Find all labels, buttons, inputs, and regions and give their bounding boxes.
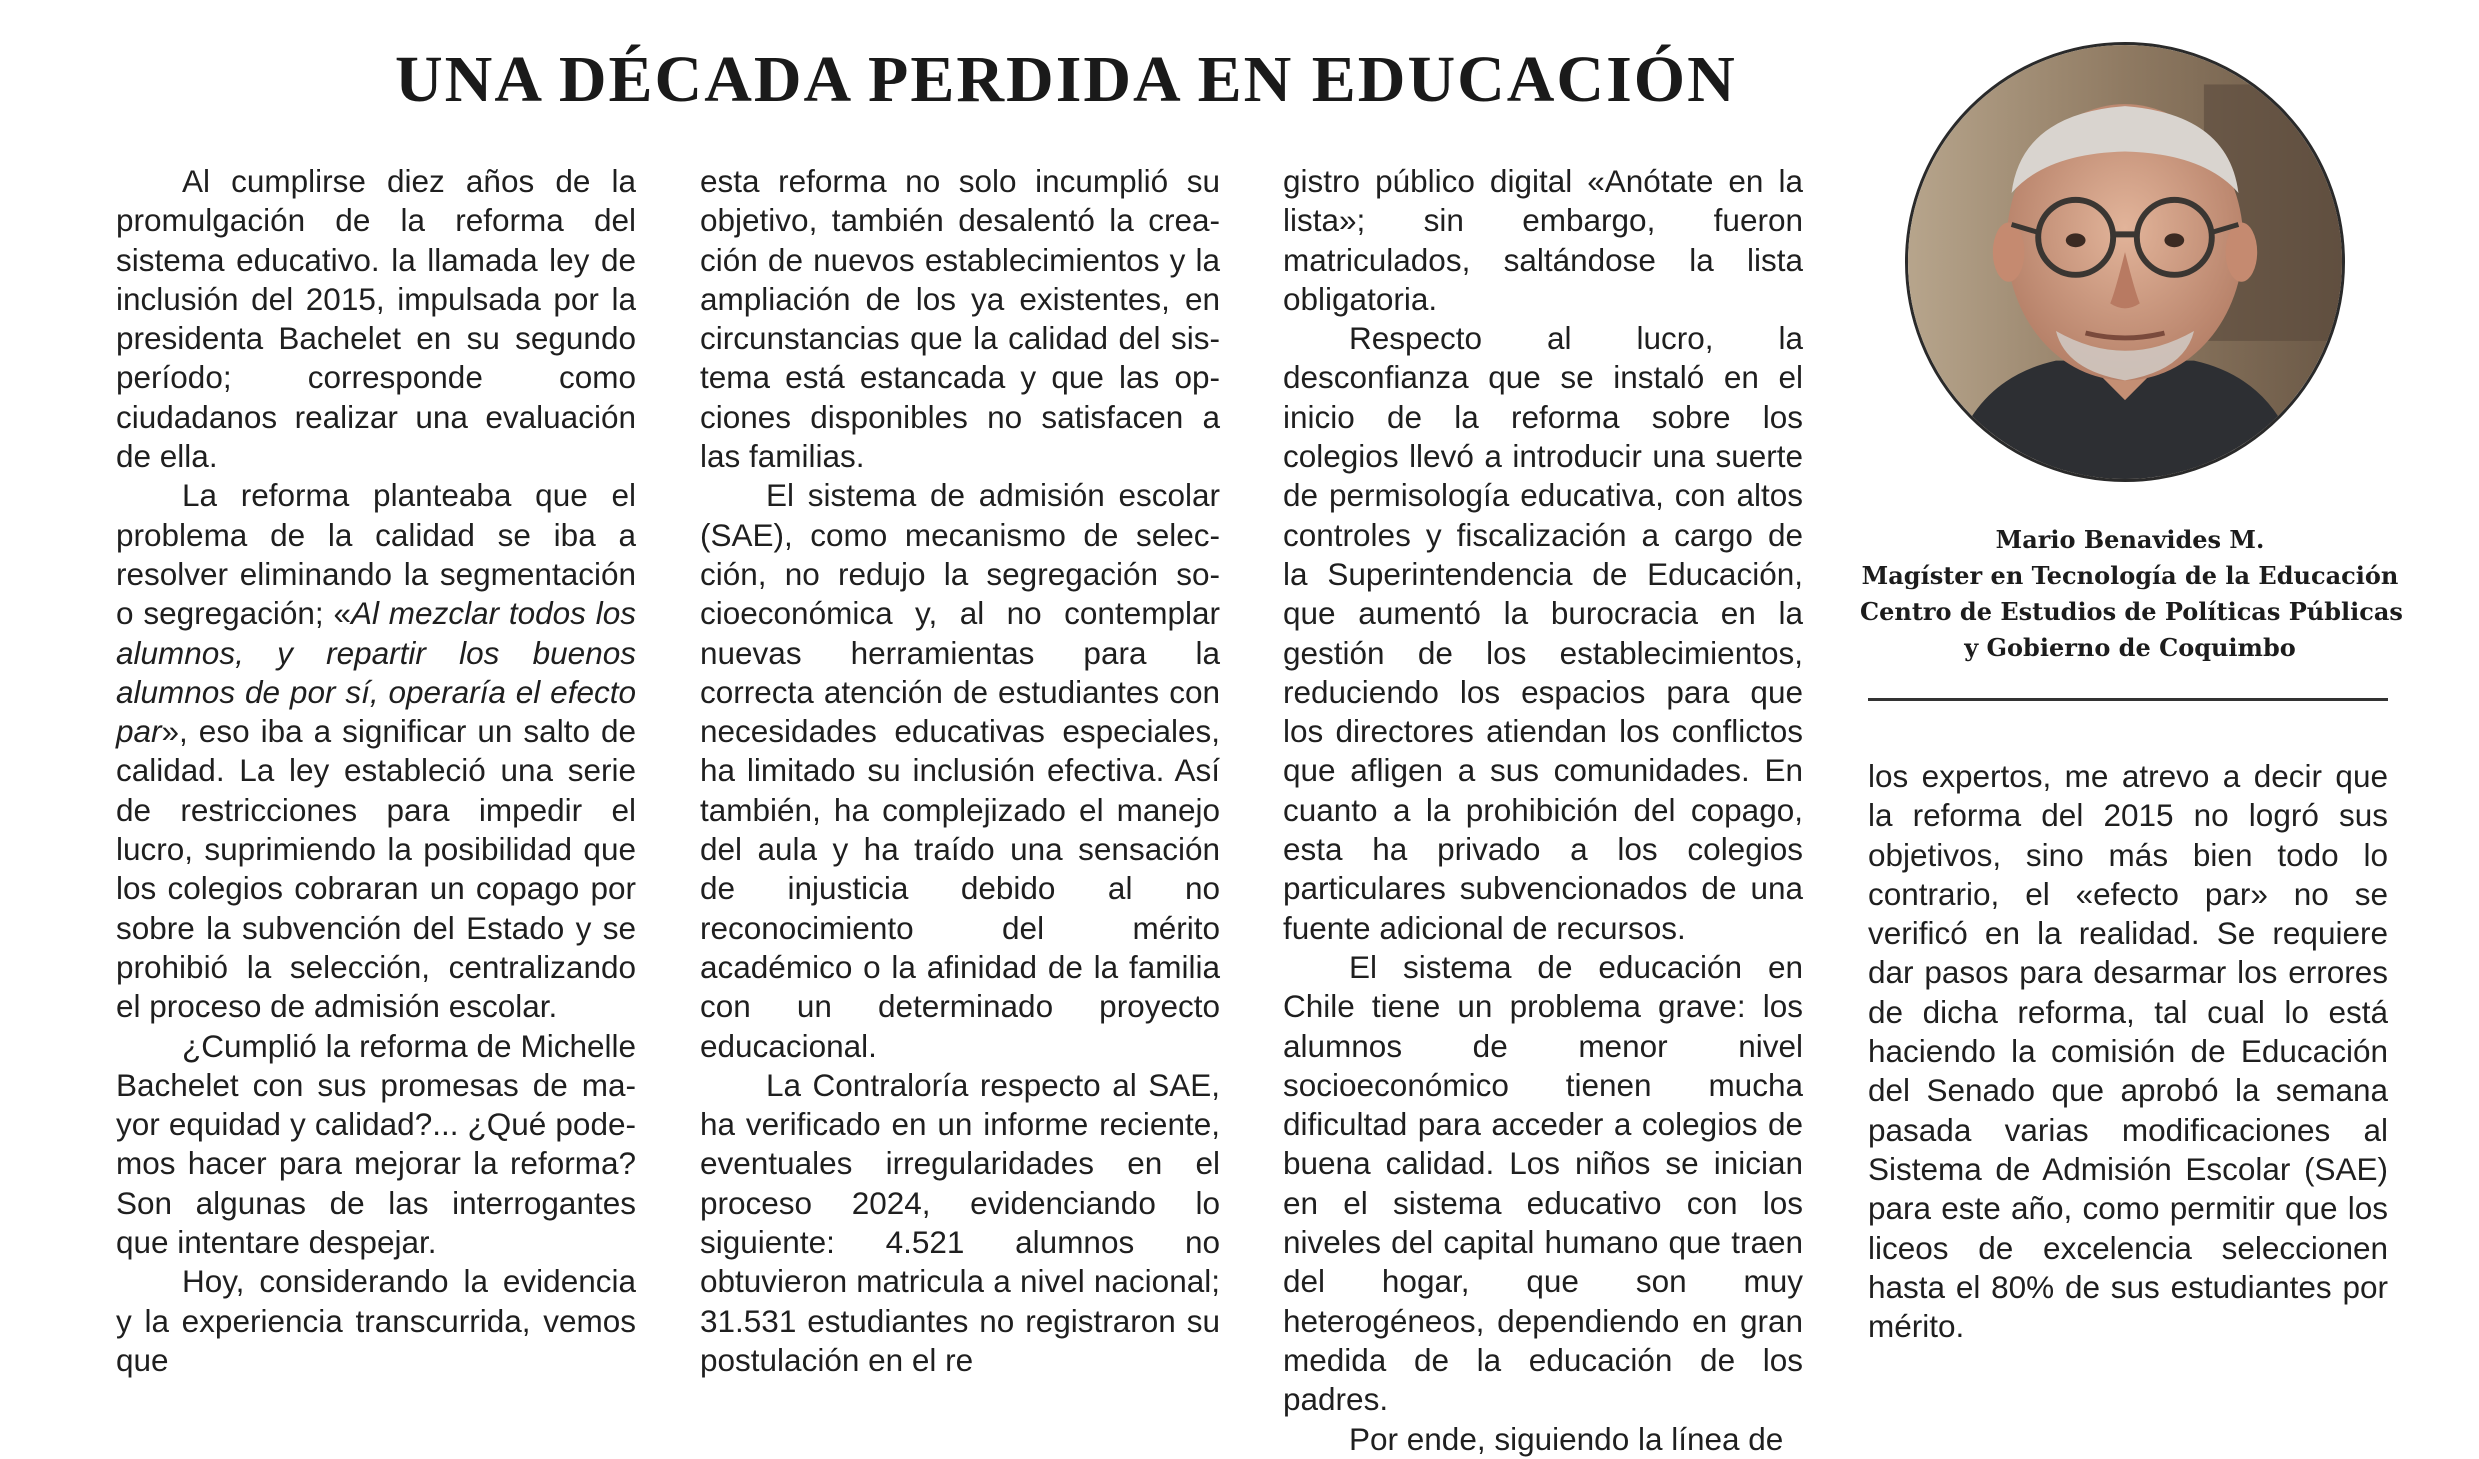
article-column-4 [1868,757,2388,1346]
article-column-3 [1283,162,1803,1459]
paragraph: El sistema de admisión escolar (SAE), como mecanismo de selección, no redujo la segregación socioeconómica y, al no contemplar nuevas herramientas para la correcta atención de estudiantes con necesidades educativas especiales, ha limitado su inclusión efectiva. Así también, ha complejizado el manejo del aula y ha traído una sensación de injusticia debido al no reconocimiento del mérito académico o la afinidad de la familia con un determinado proyecto educacional. [700,477,1220,1064]
paragraph: Hoy, considerando la evidencia y la experiencia transcurrida, vemos que [116,1263,636,1378]
author-title: Magíster en Tecnología de la Educación [1861,561,2399,590]
divider-rule [1868,698,2388,701]
paragraph: Al cumplirse diez años de la promulgación de la reforma del sistema educativo. la llamada ley de inclusión del 2015, impulsada por la presidenta Bachelet en su segundo período; corresponde como ciudadanos realizar una evaluación de ella. [116,163,636,475]
author-affiliation: y Gobierno de Coquimbo [1964,633,2296,662]
paragraph: El sistema de educación en Chile tiene un problema grave: los alumnos de menor nivel socioeconómico tienen mucha dificultad para acceder a colegios de buena calidad. Los niños se inician en el sistema educativo con los niveles del capital humano que traen del hogar, que son muy heterogéneos, dependiendo en gran medida de la educación de los padres. [1283,948,1803,1418]
paragraph: La Contraloría respecto al SAE, ha verificado en un informe reciente, eventuales irregularidades en el proceso 2024, evidenciando lo siguiente: 4.521 alumnos no obtuvieron matricula a nivel nacional; 31.531 estudiantes no registraron su postulación en el re [700,1066,1220,1378]
paragraph: gistro público digital «Anótate en la lista»; sin embargo, fueron matriculados, saltándose la lista obligatoria. [1283,163,1803,317]
paragraph: Respecto al lucro, la desconfianza que se instaló en el inicio de la reforma sobre los colegios llevó a introducir una suerte de permisología educativa, con altos controles y fiscalización a cargo de la Superintendencia de Educación, que aumentó la burocracia en la gestión de los establecimientos, reduciendo los espacios para que los directores atiendan los conflictos que afligen a sus comunidades. En cuanto a la prohibición del copago, esta ha privado a los colegios particulares subvencionados de una fuente adicional de recursos. [1283,320,1803,946]
article-column-2 [700,162,1220,1380]
paragraph: esta reforma no solo incumplió su objetivo, también desalentó la creación de nuevos establecimientos y la ampliación de los ya existentes, en circunstancias que la calidad del sistema está estancada y que las opciones disponibles no satisfacen a las familias. [700,163,1220,475]
author-photo-icon [1908,45,2342,479]
paragraph: Por ende, siguiendo la línea de [1349,1420,1784,1457]
article-column-1 [116,162,636,1380]
paragraph: ¿Cumplió la reforma de Michelle Bachelet con sus promesas de mayor equidad y calidad?... ¿Qué podemos hacer para mejorar la reforma? Son algunas de las interrogantes que intentare despejar. [116,1027,636,1261]
author-portrait [1905,42,2345,482]
author-byline [1860,522,2403,666]
author-name: Mario Benavides M. [1995,525,2265,554]
headline: UNA DÉCADA PERDIDA EN EDUCACIÓN [395,43,1737,116]
quoted-phrase: Al mezclar todos los alumnos, y repartir los buenos alumnos de por sí, operaría el efecto par [116,595,636,750]
paragraph: La reforma planteaba que el problema de la calidad se iba a resolver eliminando la segmentación o segregación; «Al mezclar todos los alumnos, y repartir los buenos alumnos de por sí, operaría el efecto par», eso iba a significar un salto de calidad. La ley estableció una serie de restricciones para impedir el lucro, suprimiendo la posibilidad que los colegios cobraran un copago por sobre la subvención del Estado y se prohibió la selección, centralizando el proceso de admisión escolar. [116,477,636,1025]
author-affiliation: Centro de Estudios de Políticas Públicas [1860,597,2403,626]
paragraph: los expertos, me atrevo a decir que la reforma del 2015 no logró sus objetivos, sino más bien todo lo contrario, el «efecto par» no se verificó en la realidad. Se requiere dar pasos para desarmar los errores de dicha reforma, tal cual lo está haciendo la comisión de Educación del Senado que aprobó la semana pasada varias modificaciones al Sistema de Admisión Escolar (SAE) para este año, como permitir que los liceos de excelencia seleccionen hasta el 80% de sus estudiantes por mérito. [1868,758,2388,1345]
